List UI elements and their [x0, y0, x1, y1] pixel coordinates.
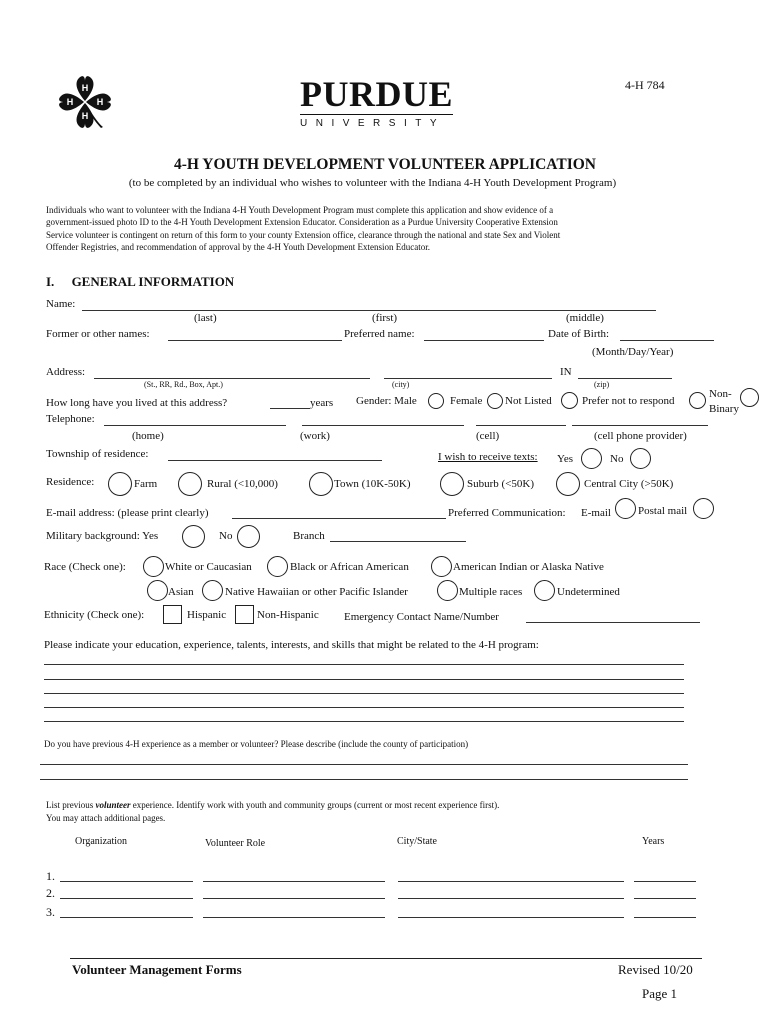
residence-farm-radio[interactable] [108, 472, 132, 496]
clover-letter-top: H [81, 83, 89, 93]
race-asian-label: Asian [168, 586, 194, 598]
gender-not-listed-radio[interactable] [561, 392, 578, 409]
residence-central-label: Central City (>50K) [584, 478, 674, 490]
intro-line: Individuals who want to volunteer with the Indiana 4-H Youth Development Program must complete this application and show evidence of a [46, 205, 554, 215]
residence-rural-radio[interactable] [178, 472, 202, 496]
section-heading: GENERAL INFORMATION [71, 274, 235, 289]
phone-work-input[interactable] [302, 425, 464, 426]
township-label: Township of residence: [46, 448, 149, 460]
dob-hint: (Month/Day/Year) [592, 346, 674, 358]
volunteer-role-input[interactable] [203, 898, 385, 899]
phone-home-hint: (home) [132, 430, 164, 442]
col-years: Years [642, 836, 665, 847]
residence-town-radio[interactable] [309, 472, 333, 496]
clover-letter-right: H [96, 97, 104, 107]
volunteer-emphasis: volunteer [95, 800, 131, 810]
race-hawaiian-radio[interactable] [202, 580, 223, 601]
military-branch-input[interactable] [330, 541, 466, 542]
col-volunteer-role: Volunteer Role [205, 838, 266, 849]
intro-line: Offender Registries, and recommendation of approval by the 4-H Youth Development Extension Educator. [46, 242, 430, 253]
military-label: Military background: Yes [46, 530, 159, 542]
education-line[interactable] [44, 693, 684, 694]
race-undetermined-label: Undetermined [557, 586, 620, 598]
name-first-hint: (first) [372, 312, 398, 324]
preferred-name-input[interactable] [424, 340, 544, 341]
gender-non-binary-radio[interactable] [740, 388, 759, 407]
purdue-wordmark [300, 76, 453, 129]
volunteer-org-input[interactable] [60, 898, 193, 899]
state-text: IN [560, 366, 572, 378]
pref-postal-label: Postal mail [638, 505, 688, 517]
military-no-label: No [219, 530, 233, 542]
residence-suburb-label: Suburb (<50K) [467, 478, 535, 490]
volunteer-row-number: 2. [46, 886, 55, 900]
dob-input[interactable] [620, 340, 714, 341]
city-hint: (city) [392, 380, 410, 389]
volunteer-city-input[interactable] [398, 917, 624, 918]
pref-postal-radio[interactable] [693, 498, 714, 519]
volunteer-years-input[interactable] [634, 881, 696, 882]
intro-paragraph [46, 204, 560, 254]
texts-no-radio[interactable] [630, 448, 651, 469]
volunteer-role-input[interactable] [203, 881, 385, 882]
cell-provider-input[interactable] [572, 425, 708, 426]
gender-label: Gender: Male [356, 395, 417, 407]
volunteer-row-number: 3. [46, 905, 55, 919]
intro-line: government-issued photo ID to the 4-H Youth Development Extension Educator. Consideration as a Purdue University Cooperative Extension [46, 217, 558, 228]
volunteer-org-input[interactable] [60, 917, 193, 918]
military-branch-label: Branch [293, 530, 325, 542]
texts-no-label: No [610, 453, 624, 465]
previous-experience-line[interactable] [40, 779, 688, 780]
race-white-label: White or Caucasian [165, 561, 252, 573]
residence-time-input[interactable] [270, 408, 310, 409]
phone-home-input[interactable] [104, 425, 286, 426]
col-organization: Organization [75, 836, 128, 847]
race-label: Race (Check one): [44, 561, 126, 573]
cell-provider-hint: (cell phone provider) [594, 430, 687, 442]
pref-communication-label: Preferred Communication: [448, 507, 566, 519]
race-multiple-radio[interactable] [437, 580, 458, 601]
volunteer-role-input[interactable] [203, 917, 385, 918]
former-names-input[interactable] [168, 340, 342, 341]
volunteer-years-input[interactable] [634, 898, 696, 899]
previous-experience-line[interactable] [40, 764, 688, 765]
residence-time-label: How long have you lived at this address? [46, 397, 228, 409]
residence-central-radio[interactable] [556, 472, 580, 496]
preferred-name-label: Preferred name: [344, 328, 415, 340]
phone-work-hint: (work) [300, 430, 330, 442]
pref-email-radio[interactable] [615, 498, 636, 519]
footer-rule [70, 958, 702, 959]
education-line[interactable] [44, 721, 684, 722]
footer-title: Volunteer Management Forms [72, 962, 242, 977]
volunteer-years-input[interactable] [634, 917, 696, 918]
military-yes-radio[interactable] [182, 525, 205, 548]
intro-line: Service volunteer is contingent on return of this form to your county Extension office, clearance through the national and state Sex and Violent [46, 229, 561, 240]
volunteer-list-attach-note: You may attach additional pages. [46, 812, 166, 823]
name-middle-hint: (middle) [566, 312, 604, 324]
texts-yes-label: Yes [557, 453, 574, 465]
township-input[interactable] [168, 460, 382, 461]
previous-experience-prompt: Do you have previous 4-H experience as a member or volunteer? Please describe (include the county of participation) [44, 739, 469, 749]
race-native-am-radio[interactable] [431, 556, 452, 577]
purdue-name: PURDUE [300, 74, 453, 114]
education-line[interactable] [44, 679, 684, 680]
dob-label: Date of Birth: [548, 328, 610, 340]
name-input[interactable] [82, 310, 656, 311]
zip-hint: (zip) [594, 380, 610, 389]
gender-male-radio[interactable] [428, 393, 444, 409]
4h-clover-logo [55, 72, 115, 132]
residence-label: Residence: [46, 476, 95, 488]
footer-revised: Revised 10/20 [618, 962, 693, 977]
telephone-label: Telephone: [46, 413, 95, 425]
volunteer-row-number: 1. [46, 869, 55, 883]
gender-female-label: Female [450, 395, 483, 407]
section-number: I. [46, 274, 55, 289]
ethnicity-hispanic-checkbox[interactable] [163, 605, 182, 624]
ethnicity-hispanic-label: Hispanic [187, 609, 227, 621]
volunteer-city-input[interactable] [398, 898, 624, 899]
race-black-radio[interactable] [267, 556, 288, 577]
race-asian-radio[interactable] [147, 580, 168, 601]
ethnicity-non-hispanic-label: Non-Hispanic [257, 609, 319, 621]
gender-prefer-not-radio[interactable] [689, 392, 706, 409]
clover-letter-left: H [66, 97, 74, 107]
residence-time-unit: years [310, 397, 334, 409]
gender-female-radio[interactable] [487, 393, 503, 409]
university-label: UNIVERSITY [300, 118, 446, 129]
race-white-radio[interactable] [143, 556, 164, 577]
name-label: Name: [46, 298, 76, 310]
emergency-contact-input[interactable] [526, 622, 700, 623]
texts-label: I wish to receive texts: [438, 451, 538, 463]
volunteer-org-input[interactable] [60, 881, 193, 882]
former-names-label: Former or other names: [46, 328, 150, 340]
form-subtitle: (to be completed by an individual who wishes to volunteer with the Indiana 4-H Youth Development Program) [128, 177, 617, 189]
phone-cell-hint: (cell) [476, 430, 500, 442]
gender-prefer-not-label: Prefer not to respond [582, 395, 675, 407]
gender-non-binary-label-2: Binary [709, 403, 739, 415]
city-input[interactable] [384, 378, 552, 379]
residence-farm-label: Farm [134, 478, 158, 490]
phone-cell-input[interactable] [476, 425, 566, 426]
volunteer-city-input[interactable] [398, 881, 624, 882]
education-prompt: Please indicate your education, experience, talents, interests, and skills that might be related to the 4-H program: [44, 639, 539, 651]
residence-town-label: Town (10K-50K) [334, 478, 411, 490]
ethnicity-label: Ethnicity (Check one): [44, 609, 145, 621]
race-native-am-label: American Indian or Alaska Native [453, 561, 604, 573]
clover-letter-bottom: H [81, 111, 89, 121]
volunteer-list-text: experience. Identify work with youth and community groups (current or most recent experience first). [130, 800, 500, 810]
race-multiple-label: Multiple races [459, 586, 523, 598]
residence-suburb-radio[interactable] [440, 472, 464, 496]
ethnicity-non-hispanic-checkbox[interactable] [235, 605, 254, 624]
zip-input[interactable] [578, 378, 672, 379]
gender-non-binary-label-1: Non- [709, 388, 732, 400]
form-title: 4-H YOUTH DEVELOPMENT VOLUNTEER APPLICATION [174, 156, 596, 173]
education-line[interactable] [44, 664, 684, 665]
race-black-label: Black or African American [290, 561, 409, 573]
pref-email-label: E-mail [581, 507, 611, 519]
emergency-contact-label: Emergency Contact Name/Number [344, 611, 499, 623]
volunteer-list-text: List previous [46, 800, 96, 810]
education-line[interactable] [44, 707, 684, 708]
gender-not-listed-label: Not Listed [505, 395, 552, 407]
name-last-hint: (last) [194, 312, 217, 324]
street-hint: (St., RR, Rd., Box, Apt.) [144, 380, 223, 389]
street-input[interactable] [94, 378, 370, 379]
race-undetermined-radio[interactable] [534, 580, 555, 601]
email-label: E-mail address: (please print clearly) [46, 507, 209, 519]
address-label: Address: [46, 366, 86, 378]
residence-rural-label: Rural (<10,000) [207, 478, 278, 490]
form-number: 4-H 784 [625, 78, 665, 92]
volunteer-list-instructions [46, 799, 499, 824]
texts-yes-radio[interactable] [581, 448, 602, 469]
col-city-state: City/State [397, 836, 437, 847]
email-input[interactable] [232, 518, 446, 519]
footer-page-number: Page 1 [642, 986, 678, 1001]
race-hawaiian-label: Native Hawaiian or other Pacific Islander [225, 586, 408, 598]
military-no-radio[interactable] [237, 525, 260, 548]
